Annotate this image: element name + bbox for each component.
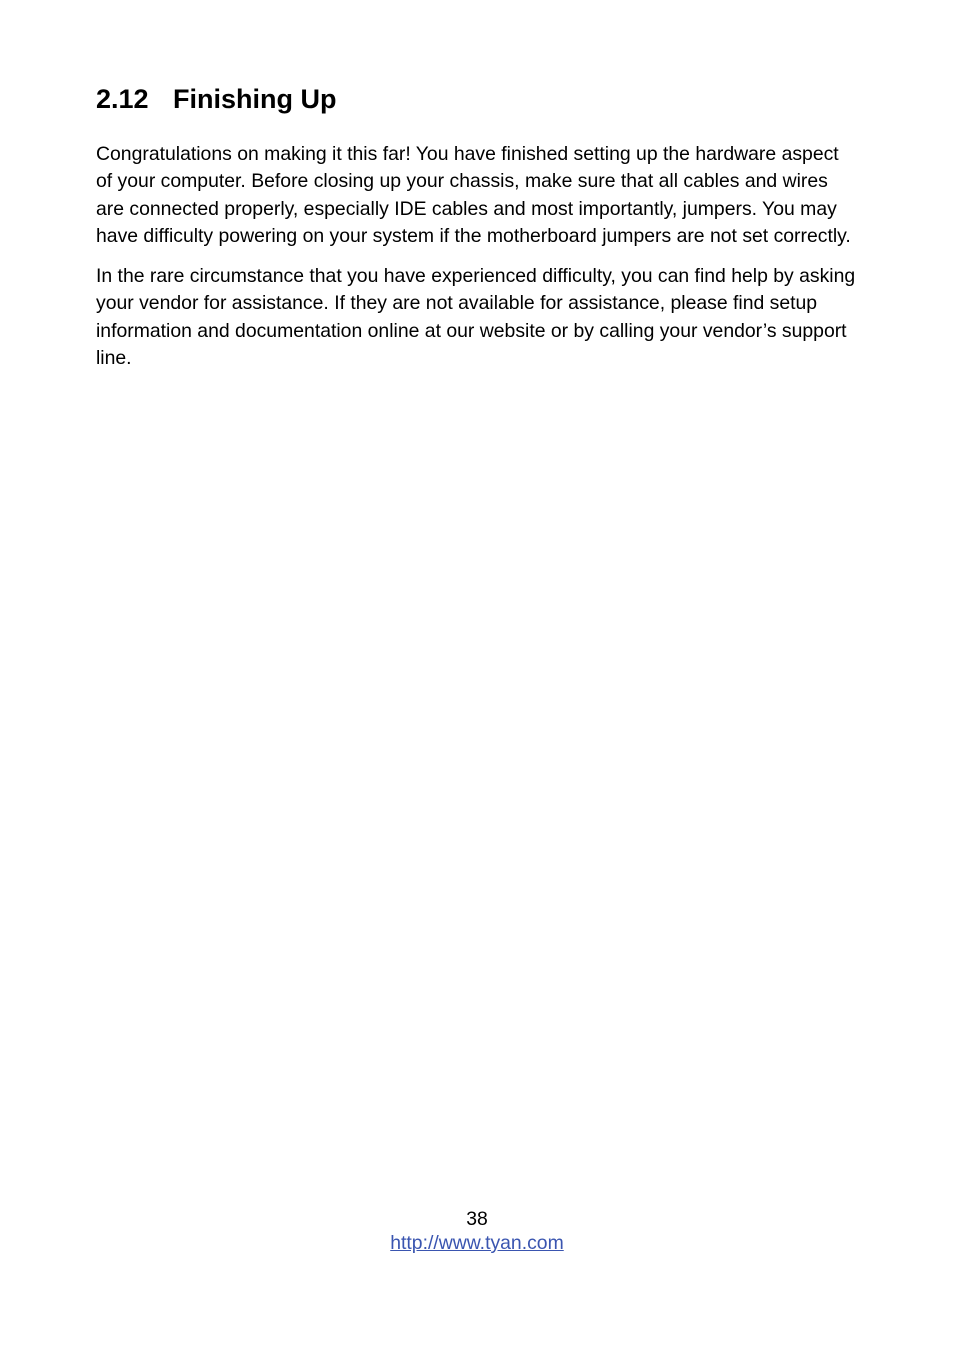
page-footer	[0, 1207, 954, 1255]
section-heading	[96, 80, 856, 118]
paragraph-get-help: In the rare circumstance that you have experienced difficulty, you can find help by asking your vendor for assistance. If they are not available for assistance, please find setup information and documentation online at our website or by calling your vendor’s support line.	[96, 265, 856, 370]
website-link[interactable]: http://www.tyan.com	[390, 1232, 564, 1254]
paragraph-finished-setup: Congratulations on making it this far! You have finished setting up the hardware aspect of your computer. Before closing up your chassis, make sure that all cables and wires are connected properly, especially IDE cables and most importantly, jumpers. You may have difficulty powering on your system if the motherboard jumpers are not set correctly.	[96, 143, 851, 247]
section-title: Finishing Up	[173, 84, 337, 114]
page-content	[96, 80, 856, 372]
page-number: 38	[466, 1208, 488, 1230]
section-number: 2.12	[96, 84, 149, 114]
